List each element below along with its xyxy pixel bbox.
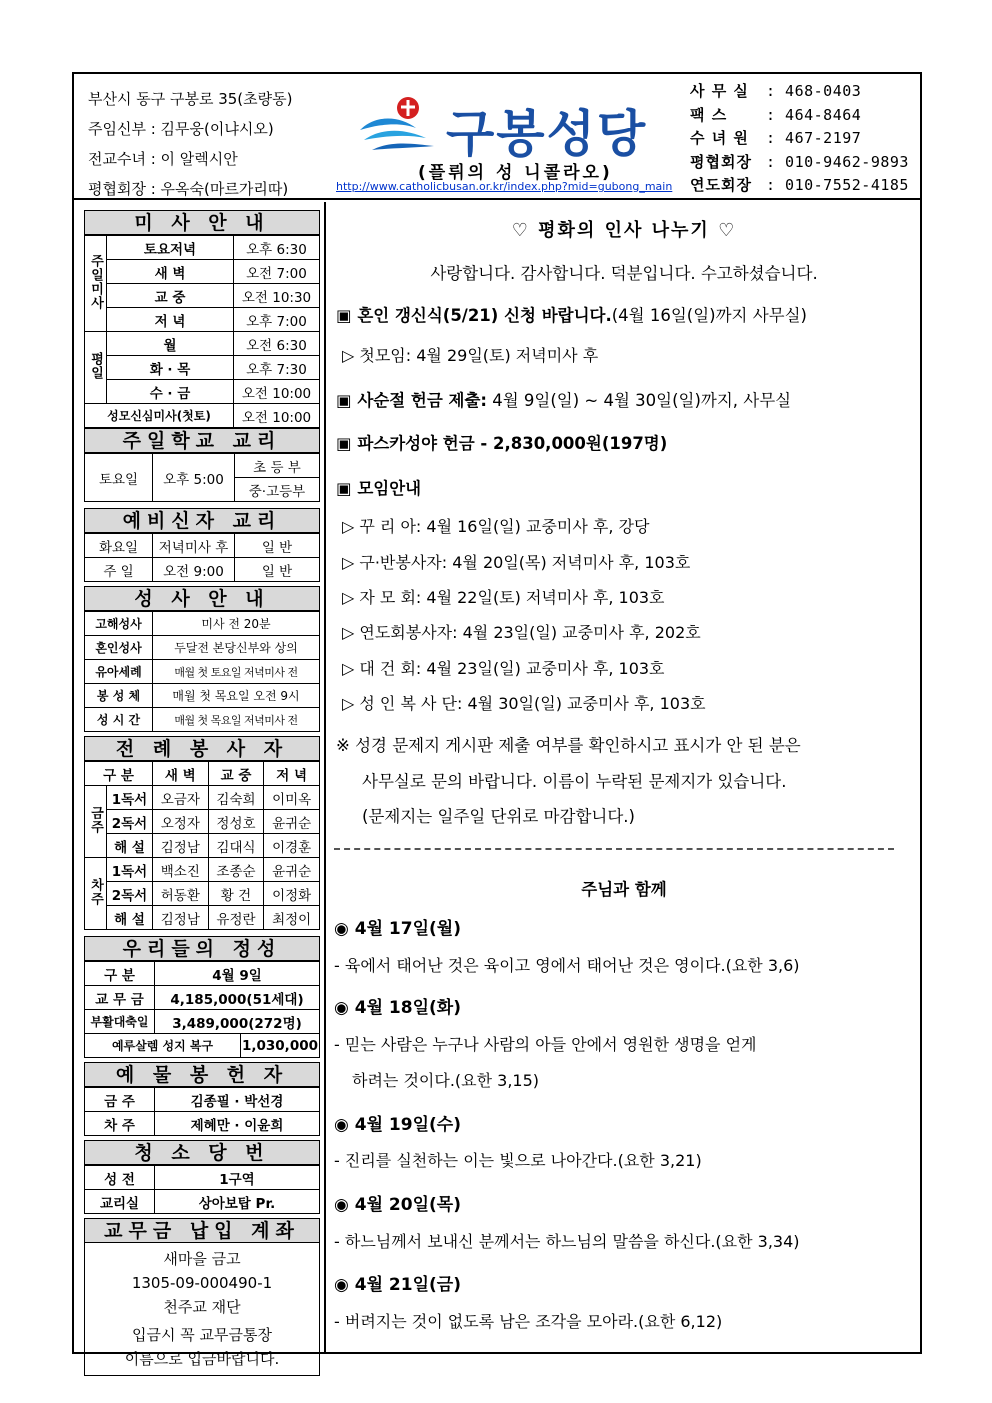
column-header: 구 분	[85, 762, 153, 786]
meeting-item: ▷ 연도회봉사자: 4월 23일(일) 교중미사 후, 202호	[342, 623, 701, 642]
day-verse: - 버려지는 것이 없도록 남은 조각을 모아라.(요한 6,12)	[334, 1312, 723, 1331]
meeting-item: ▷ 자 모 회: 4월 22일(토) 저녁미사 후, 103호	[342, 588, 665, 607]
liturgical-servers	[84, 736, 320, 930]
cleaning-table	[84, 1165, 320, 1214]
mass-name: 새 벽	[107, 260, 234, 284]
deposit-note: 입금시 꼭 교무금통장	[132, 1326, 272, 1344]
mass-time: 오후 7:00	[234, 308, 320, 332]
mass-time: 오후 6:30	[234, 236, 320, 260]
mass-time: 오전 6:30	[234, 332, 320, 356]
homepage-link[interactable]: http://www.catholicbusan.or.kr/index.php?mid=gubong_main	[336, 180, 673, 193]
section-title: 미 사 안 내	[84, 210, 320, 235]
mass-name: 화 · 목	[107, 356, 234, 380]
server-name: 허동환	[153, 882, 209, 906]
day-verse: - 믿는 사람은 누구나 사람의 아들 안에서 영원한 생명을 얻게	[334, 1035, 757, 1054]
sister-line: 전교수녀 : 이 알렉시안	[88, 150, 238, 168]
offering-label: 부활대축일	[85, 1010, 155, 1034]
marriage-title: ▣ 혼인 갱신식(5/21) 신청 바랍니다.	[336, 306, 612, 325]
sacrament-name: 고해성사	[85, 612, 153, 636]
lent-period: 4월 9일(일) ~ 4월 30일(일)까지, 사무실	[487, 391, 792, 410]
notice-line: ※ 성경 문제지 게시판 제출 여부를 확인하시고 표시가 안 된 분은	[336, 736, 801, 755]
sacrament-info: 두달전 본당신부와 상의	[153, 636, 320, 660]
column-header: 저 녁	[264, 762, 320, 786]
mass-time: 오전 10:30	[234, 284, 320, 308]
address-block	[88, 84, 293, 204]
server-name: 조종순	[208, 858, 264, 882]
patron-saint: (플뤼의 성 니콜라오)	[418, 163, 613, 183]
server-name: 이정화	[264, 882, 320, 906]
meeting-item: ▷ 대 건 회: 4월 23일(일) 교중미사 후, 103호	[342, 659, 665, 678]
bulletin-frame	[72, 72, 922, 1368]
server-name: 김정남	[153, 906, 209, 930]
server-name: 김정남	[153, 834, 209, 858]
offering-amount: 3,489,000(272명)	[155, 1010, 320, 1034]
day-verse: - 하느님께서 보내신 분께서는 하느님의 말씀을 하신다.(요한 3,34)	[334, 1232, 800, 1251]
mass-time: 오전 10:00	[234, 380, 320, 404]
contact-row: 연도회장 : 010-7552-4185	[690, 176, 909, 194]
marriage-notice	[336, 302, 807, 326]
contact-row: 수 녀 원 : 467-2197	[690, 129, 862, 147]
marriage-meeting: ▷ 첫모임: 4월 29일(토) 저녁미사 후	[342, 346, 599, 365]
weekday-mass-label: 평일	[85, 332, 107, 404]
role-name: 2독서	[107, 882, 153, 906]
class-time: 오후 5:00	[153, 454, 235, 502]
church-logo	[336, 88, 676, 194]
donors-table	[84, 1087, 320, 1136]
mass-name: 교 중	[107, 284, 234, 308]
server-name: 김숙희	[208, 786, 264, 810]
catechumen-class	[84, 508, 320, 582]
account-info	[84, 1243, 320, 1376]
sunday-mass-label: 주일미사	[85, 236, 107, 332]
meeting-item: ▷ 구·반봉사자: 4월 20일(목) 저녁미사 후, 103호	[342, 553, 691, 572]
pastor-line: 주임신부 : 김무웅(이냐시오)	[88, 120, 274, 138]
mass-time: 오전 7:00	[234, 260, 320, 284]
column-header: 교 중	[208, 762, 264, 786]
class-group: 일 반	[235, 558, 320, 582]
server-name: 유정란	[208, 906, 264, 930]
offering-amount: 4,185,000(51세대)	[155, 986, 320, 1010]
section-title: 청 소 당 번	[84, 1140, 320, 1165]
sacrament-info: 매월 첫 토요일 저녁미사 전	[153, 660, 320, 684]
sacrament-name: 유아세례	[85, 660, 153, 684]
column-header: 4월 9일	[155, 962, 320, 986]
sunday-school-table	[84, 453, 320, 502]
notice-line: (문제지는 일주일 단위로 마감합니다.)	[362, 807, 635, 826]
this-week-label: 금주	[85, 786, 107, 858]
server-name: 김대식	[208, 834, 264, 858]
mass-table	[84, 235, 320, 428]
sacrament-name: 성 시 간	[85, 708, 153, 732]
contact-row: 평협회장 : 010-9462-9893	[690, 152, 909, 171]
sacraments-table	[84, 611, 320, 732]
contact-row: 팩 스 : 464-8464	[690, 105, 862, 124]
area-label: 성 전	[85, 1166, 155, 1190]
sunday-school	[84, 428, 320, 502]
servers-table	[84, 761, 320, 930]
week-label: 차 주	[85, 1112, 155, 1136]
day-verse: 하려는 것이다.(요한 3,15)	[352, 1071, 540, 1090]
day-heading: ◉ 4월 18일(화)	[334, 998, 461, 1018]
mass-name: 월	[107, 332, 234, 356]
donor-names: 김종필 · 박선경	[155, 1088, 320, 1112]
donor-names: 제혜만 · 이윤희	[155, 1112, 320, 1136]
account-holder: 천주교 재단	[163, 1298, 241, 1316]
mass-schedule	[84, 210, 320, 428]
main-content	[328, 202, 920, 1352]
sacraments	[84, 586, 320, 732]
peace-text: 사랑합니다. 감사합니다. 덕분입니다. 수고하셨습니다.	[430, 264, 818, 283]
meetings-title: ▣ 모임안내	[336, 479, 422, 498]
with-lord-title: 주님과 함께	[581, 880, 667, 899]
next-week-label: 차주	[85, 858, 107, 930]
day-heading: ◉ 4월 20일(목)	[334, 1195, 461, 1215]
class-day: 주 일	[85, 558, 153, 582]
role-name: 1독서	[107, 786, 153, 810]
gift-donors	[84, 1062, 320, 1136]
column-header: 구 분	[85, 962, 155, 986]
class-group: 일 반	[235, 534, 320, 558]
day-heading: ◉ 4월 19일(수)	[334, 1115, 461, 1135]
role-name: 해 설	[107, 834, 153, 858]
church-emblem-icon	[356, 94, 440, 158]
class-group: 중·고등부	[235, 478, 320, 502]
day-heading: ◉ 4월 21일(금)	[334, 1275, 461, 1295]
section-title: 전 례 봉 사 자	[84, 736, 320, 761]
day-verse: - 진리를 실천하는 이는 빛으로 나아간다.(요한 3,21)	[334, 1151, 702, 1170]
duty-group: 상아보탑 Pr.	[155, 1190, 320, 1214]
bank-name: 새마을 금고	[163, 1250, 241, 1268]
class-time: 저녁미사 후	[153, 534, 235, 558]
address-line: 부산시 동구 구봉로 35(초량동)	[88, 90, 293, 108]
class-group: 초 등 부	[235, 454, 320, 478]
header	[74, 74, 920, 200]
server-name: 최정이	[264, 906, 320, 930]
area-label: 교리실	[85, 1190, 155, 1214]
dues-account	[84, 1218, 320, 1376]
mass-name: 토요저녁	[107, 236, 234, 260]
section-title: 예 물 봉 헌 자	[84, 1062, 320, 1087]
marriage-deadline: (4월 16일(일)까지 사무실)	[611, 306, 807, 325]
day-heading: ◉ 4월 17일(월)	[334, 919, 461, 939]
offering-amount: 1,030,000	[240, 1034, 319, 1058]
server-name: 백소진	[153, 858, 209, 882]
cleaning-duty	[84, 1140, 320, 1214]
meeting-item: ▷ 성 인 복 사 단: 4월 30일(일) 교중미사 후, 103호	[342, 694, 706, 713]
server-name: 오정자	[153, 810, 209, 834]
mass-name: 저 녁	[107, 308, 234, 332]
divider	[334, 848, 894, 850]
catechumen-table	[84, 533, 320, 582]
peace-title: ♡ 평화의 인사 나누기 ♡	[511, 220, 737, 241]
role-name: 해 설	[107, 906, 153, 930]
section-title: 우리들의 정성	[84, 936, 320, 961]
sacrament-info: 매월 첫 목요일 오전 9시	[153, 684, 320, 708]
role-name: 2독서	[107, 810, 153, 834]
sacrament-info: 미사 전 20분	[153, 612, 320, 636]
lent-notice	[336, 387, 791, 411]
server-name: 이경훈	[264, 834, 320, 858]
mass-time: 오전 10:00	[234, 404, 320, 428]
mass-name: 수 · 금	[107, 380, 234, 404]
sacrament-name: 봉 성 체	[85, 684, 153, 708]
meeting-item: ▷ 꾸 리 아: 4월 16일(일) 교중미사 후, 강당	[342, 517, 650, 536]
server-name: 윤귀순	[264, 858, 320, 882]
column-header: 새 벽	[153, 762, 209, 786]
day-verse: - 육에서 태어난 것은 육이고 영에서 태어난 것은 영이다.(요한 3,6)	[334, 956, 800, 975]
sacrament-name: 혼인성사	[85, 636, 153, 660]
contact-row: 사 무 실 : 468-0403	[690, 82, 862, 100]
section-title: 성 사 안 내	[84, 586, 320, 611]
council-line: 평협회장 : 우옥숙(마르가리따)	[88, 180, 289, 198]
notice-line: 사무실로 문의 바랍니다. 이름이 누락된 문제지가 있습니다.	[362, 772, 787, 791]
section-title: 예비신자 교리	[84, 508, 320, 533]
offering-label: 교 무 금	[85, 986, 155, 1010]
mass-name: 성모신심미사(첫토)	[85, 404, 234, 428]
sidebar	[74, 202, 326, 1368]
offering	[84, 936, 320, 1058]
easter-offering: ▣ 파스카성야 헌금 - 2,830,000원(197명)	[336, 434, 668, 453]
class-day: 화요일	[85, 534, 153, 558]
lent-title: ▣ 사순절 헌금 제출:	[336, 391, 487, 410]
role-name: 1독서	[107, 858, 153, 882]
deposit-note: 이름으로 입금바랍니다.	[124, 1350, 280, 1368]
contact-block	[690, 80, 909, 198]
offering-label: 예루살렘 성지 복구	[85, 1034, 241, 1058]
duty-group: 1구역	[155, 1166, 320, 1190]
server-name: 정성호	[208, 810, 264, 834]
class-time: 오전 9:00	[153, 558, 235, 582]
server-name: 황 건	[208, 882, 264, 906]
church-name: 구봉성당	[446, 105, 648, 163]
account-number: 1305-09-000490-1	[131, 1274, 273, 1292]
server-name: 이미옥	[264, 786, 320, 810]
server-name: 윤귀순	[264, 810, 320, 834]
section-title: 주일학교 교리	[84, 428, 320, 453]
offering-table	[84, 961, 320, 1058]
mass-time: 오후 7:30	[234, 356, 320, 380]
week-label: 금 주	[85, 1088, 155, 1112]
server-name: 오금자	[153, 786, 209, 810]
sacrament-info: 매월 첫 목요일 저녁미사 전	[153, 708, 320, 732]
section-title: 교무금 납입 계좌	[84, 1218, 320, 1243]
class-day: 토요일	[85, 454, 153, 502]
